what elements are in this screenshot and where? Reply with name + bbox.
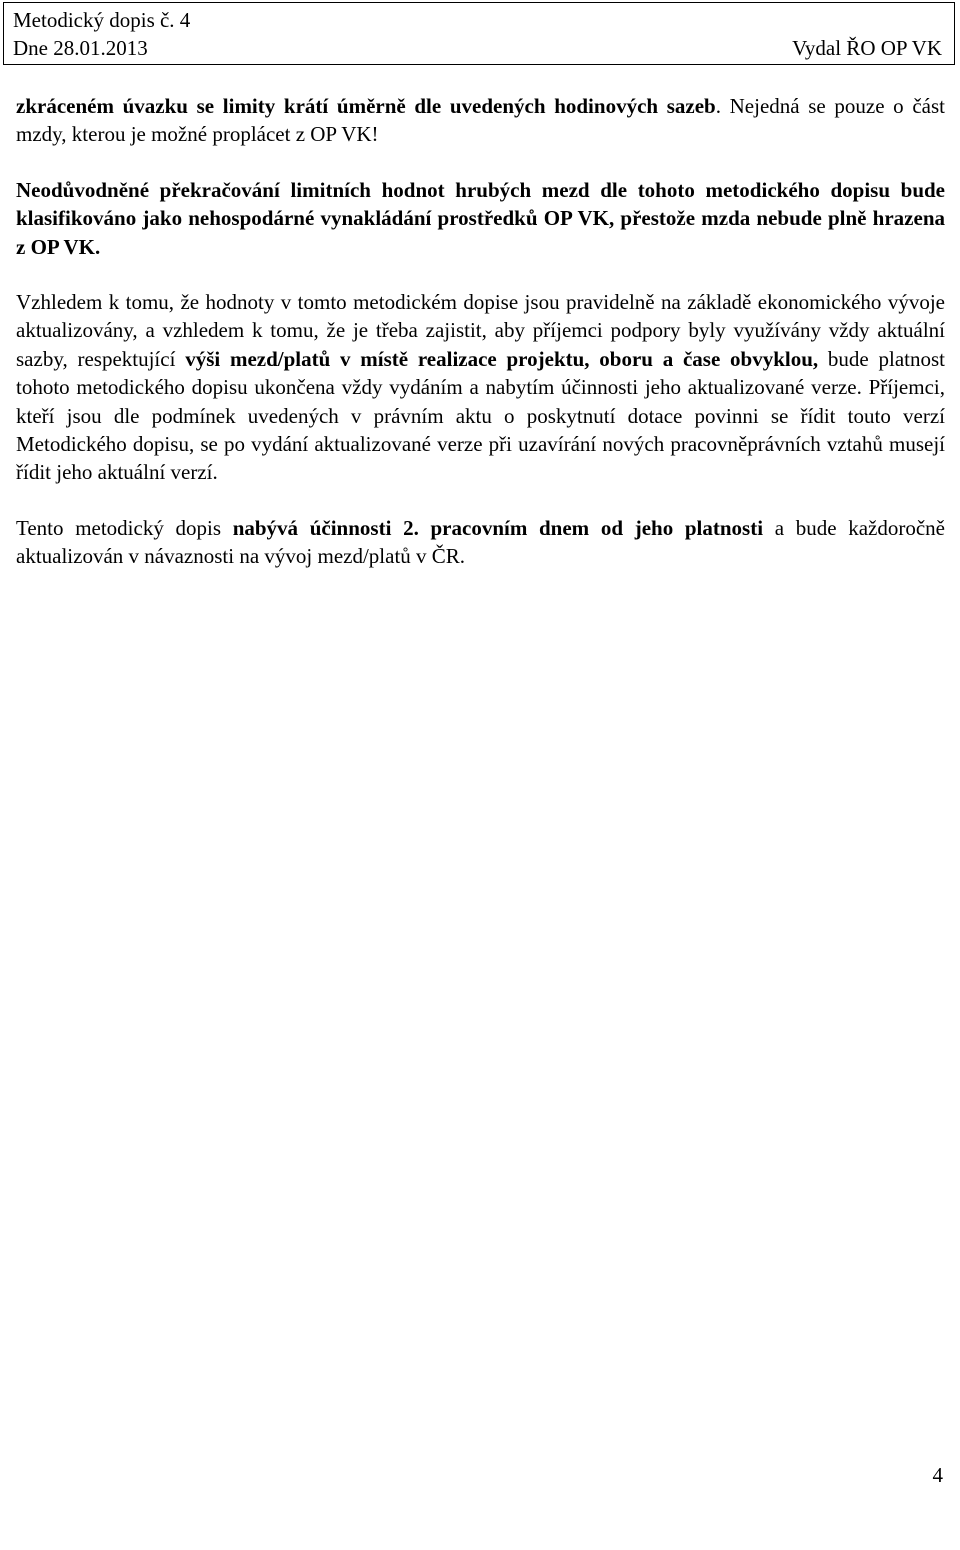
- document-body: [16, 92, 945, 598]
- page-header: [3, 2, 955, 65]
- text-run: výši mezd/platů v místě realizace projektu, oboru a čase obvyklou,: [185, 346, 819, 371]
- paragraph-1: [16, 92, 945, 149]
- text-run: Neodůvodněné překračování limitních hodnot hrubých mezd dle tohoto metodického dopisu bude klasifikováno jako nehospodárné vynakládání prostředků OP VK, přestože mzda nebude plně hrazena z OP VK.: [16, 177, 945, 259]
- text-run: bude platnost tohoto metodického dopisu ukončena vždy vydáním a nabytím účinnosti jeho aktualizované verze. Příjemci, kteří jsou dle podmínek uvedených v právním aktu o poskytnutí dotace povinni se řídit touto verzí Metodického dopisu, se po vydání aktualizované verze při uzavírání nových pracovněprávních vztahů musejí řídit jeho aktuální verzí.: [16, 346, 945, 485]
- page-number: 4: [932, 1463, 943, 1487]
- text-run: a bude každoročně aktualizován v návaznosti na vývoj mezd/platů v ČR.: [16, 515, 945, 569]
- paragraph-3: [16, 288, 945, 487]
- paragraph-4: [16, 514, 945, 571]
- header-row-meta: [13, 34, 942, 63]
- document-title: Metodický dopis č. 4: [13, 8, 191, 32]
- text-run: Tento metodický dopis: [16, 515, 233, 540]
- document-issuer: Vydal ŘO OP VK: [792, 36, 942, 60]
- document-date: Dne 28.01.2013: [13, 36, 148, 60]
- text-run: Vzhledem k tomu, že hodnoty v tomto metodickém dopise jsou pravidelně na základě ekonomického vývoje aktualizovány, a vzhledem k tomu, že je třeba zajistit, aby příjemci podpory byly využívány vždy aktuální sazby, respektující: [16, 290, 945, 371]
- text-run: nabývá účinnosti 2. pracovním dnem od jeho platnosti: [232, 515, 764, 540]
- paragraph-2: [16, 176, 945, 261]
- text-run: . Nejedná se pouze o část mzdy, kterou je možné proplácet z OP VK!: [16, 94, 945, 147]
- text-run: zkráceném úvazku se limity krátí úměrně dle uvedených hodinových sazeb: [16, 94, 716, 118]
- header-row-title: [13, 6, 942, 35]
